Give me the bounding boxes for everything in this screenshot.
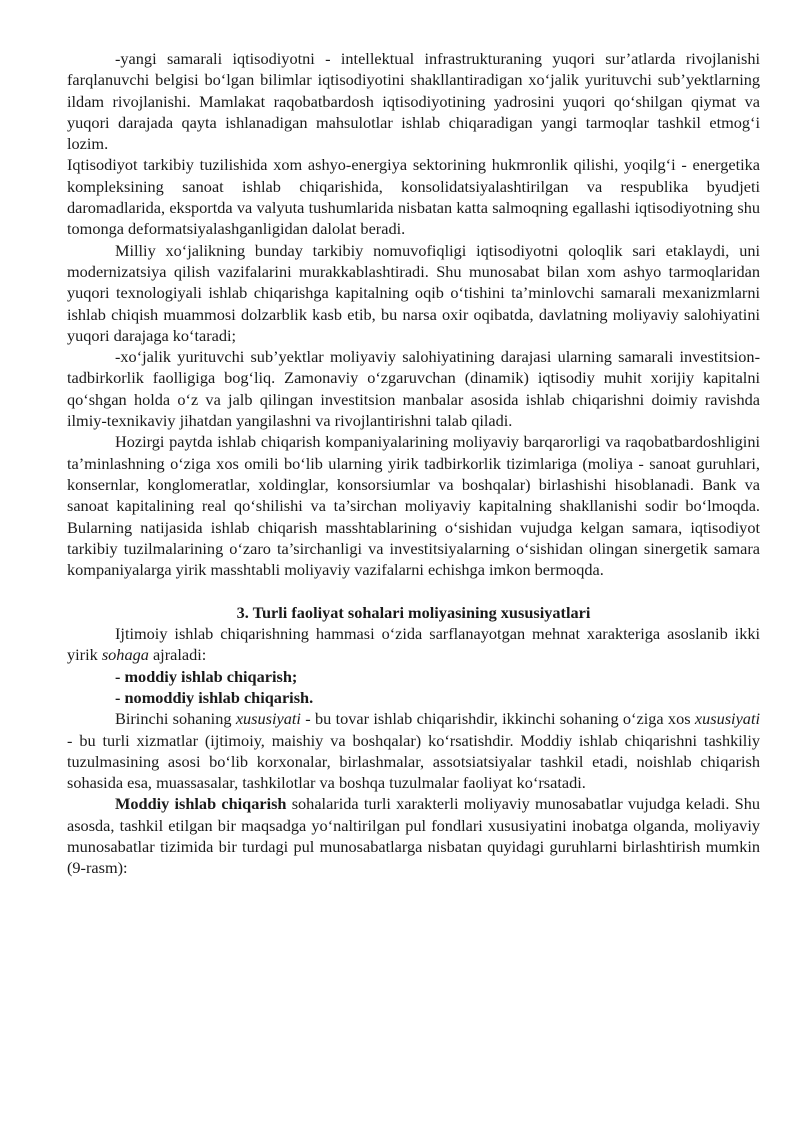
document-body bbox=[67, 48, 760, 879]
material-production-text: sohalarida turli xarakterli moliyaviy munosabatlar vujudga keladi. Shu asosda, tashkil etilgan bir maqsadga yo‘naltirilgan pul fondlari xususiyatini inobatga olganda, moliyaviy munosabatlar tizimida bir turdagi pul munosabatlarga nisbatan quyidagi guruhlarni birlashtirish mumkin (9-rasm): bbox=[67, 794, 760, 878]
def-text-b: - bu tovar ishlab chiqarishdir, ikkinchi sohaning o‘ziga xos bbox=[300, 709, 695, 729]
paragraph-structure: Iqtisodiyot tarkibiy tuzilishida xom ashyo-energiya sektorining hukmronlik qilishi, yoqilg‘i - energetika kompleksining sanoat ishlab chiqarishida, konsolidatsiyalashtirilgan va respublika byudjeti daromadlarida, eksportda va valyuta tushumlarida nisbatan katta salmoqning egallashi iqtisodiyotning shu tomonga deformatsiyalashganligidan dalolat beradi. bbox=[67, 155, 760, 239]
material-production-bold: Moddiy ishlab chiqarish bbox=[115, 794, 287, 814]
blank-line bbox=[67, 580, 760, 601]
paragraph-new-economy: -yangi samarali iqtisodiyotni - intellektual infrastrukturaning yuqori sur’atlarda rivojlanishi farqlanuvchi belgisi bo‘lgan bilimlar iqtisodiyotini shakllantiradigan xo‘jalik yurituvchi sub’yektlarning ildam rivojlanishi. Mamlakat raqobatbardosh iqtisodiyotining yadrosini yuqori qo‘shilgan qiymat va yuqori darajada qayta ishlanadigan mahsulotlar ishlab chiqaradigan yangi tarmoqlar tashkil etmog‘i lozim. bbox=[67, 49, 760, 154]
section-heading: 3. Turli faoliyat sohalari moliyasining xususiyatlari bbox=[236, 602, 591, 622]
intro-emphasis: sohaga bbox=[101, 645, 149, 665]
def-emphasis-1: xususiyati bbox=[235, 709, 301, 729]
def-text-a: Birinchi sohaning bbox=[115, 709, 236, 729]
intro-text-end: ajraladi: bbox=[148, 645, 207, 665]
paragraph-imbalance: Milliy xo‘jalikning bunday tarkibiy nomuvofiqligi iqtisodiyotni qoloqlik sari etaklaydi, uni modernizatsiya qilish vazifalarini murakkablashtiradi. Shu munosabat bilan xom ashyo tarmoqlaridan yuqori texnologiyali ishlab chiqarishga kapitalning oqib o‘tishini ta’minlovchi samarali mexanizmlarni ishlab chiqish muammosi dolzarblik kasb etib, bu narsa oxir oqibatda, davlatning moliyaviy salohiyatini yuqori darajaga ko‘taradi; bbox=[67, 240, 760, 345]
paragraph-integration: Hozirgi paytda ishlab chiqarish kompaniyalarining moliyaviy barqarorligi va raqobatbardoshligini ta’minlashning o‘ziga xos omili bo‘lib ularning yirik tadbirkorlik tizimlariga (moliya - sanoat guruhlari, konsernlar, konglomeratlar, xoldinglar, konsorsiumlar va boshqalar) birlashishi hisoblanadi. Bank va sanoat kapitalining real qo‘shilishi va ta’sirchan moliyaviy kapitalning shakllanishi sodir bo‘lmoqda. Bularning natijasida ishlab chiqarish masshtablarining o‘sishidan vujudga kelgan samara, iqtisodiyot tarkibiy tuzilmalarining o‘zaro ta’sirchanligi va investitsiyalarning o‘sishidan olingan sinergetik samara kompaniyalarga yirik masshtabli moliyaviy vazifalarni echishga imkon bermoqda. bbox=[67, 432, 760, 580]
paragraph-spheres-intro bbox=[67, 623, 760, 666]
list-item-material: - moddiy ishlab chiqarish; bbox=[115, 666, 298, 686]
paragraph-potential: -xo‘jalik yurituvchi sub’yektlar moliyaviy salohiyatining darajasi ularning samarali investitsion-tadbirkorlik faolligiga bog‘liq. Zamonaviy o‘zgaruvchan (dinamik) iqtisodiy muhit xorijiy kapitalni qo‘shgan holda o‘z va jalb qilingan investitsion manbalar asosida ishlab chiqarishni doimiy ravishda ilmiy-texnikaviy jihatdan yangilashni va rivojlantirishni talab qiladi. bbox=[67, 347, 760, 431]
paragraph-material-production bbox=[67, 793, 760, 878]
intro-text: Ijtimoiy ishlab chiqarishning hammasi o‘zida sarflanayotgan mehnat xarakteriga asoslanib ikki yirik bbox=[67, 624, 760, 665]
def-text-c: - bu turli xizmatlar (ijtimoiy, maishiy va boshqalar) ko‘rsatishdir. Moddiy ishlab chiqarishni tashkiliy tuzulmasining asosi bo‘lib korxonalar, birlashmalar, assotsiatsiyalar tashkil etadi, noishlab chiqarish sohasida esa, muassasalar, tashkilotlar va boshqa tuzulmalar faoliyat ko‘rsatadi. bbox=[67, 730, 760, 793]
paragraph-definitions bbox=[67, 708, 760, 793]
def-emphasis-2: xususiyati bbox=[694, 709, 760, 729]
list-item-nonmaterial: - nomoddiy ishlab chiqarish. bbox=[115, 687, 314, 707]
